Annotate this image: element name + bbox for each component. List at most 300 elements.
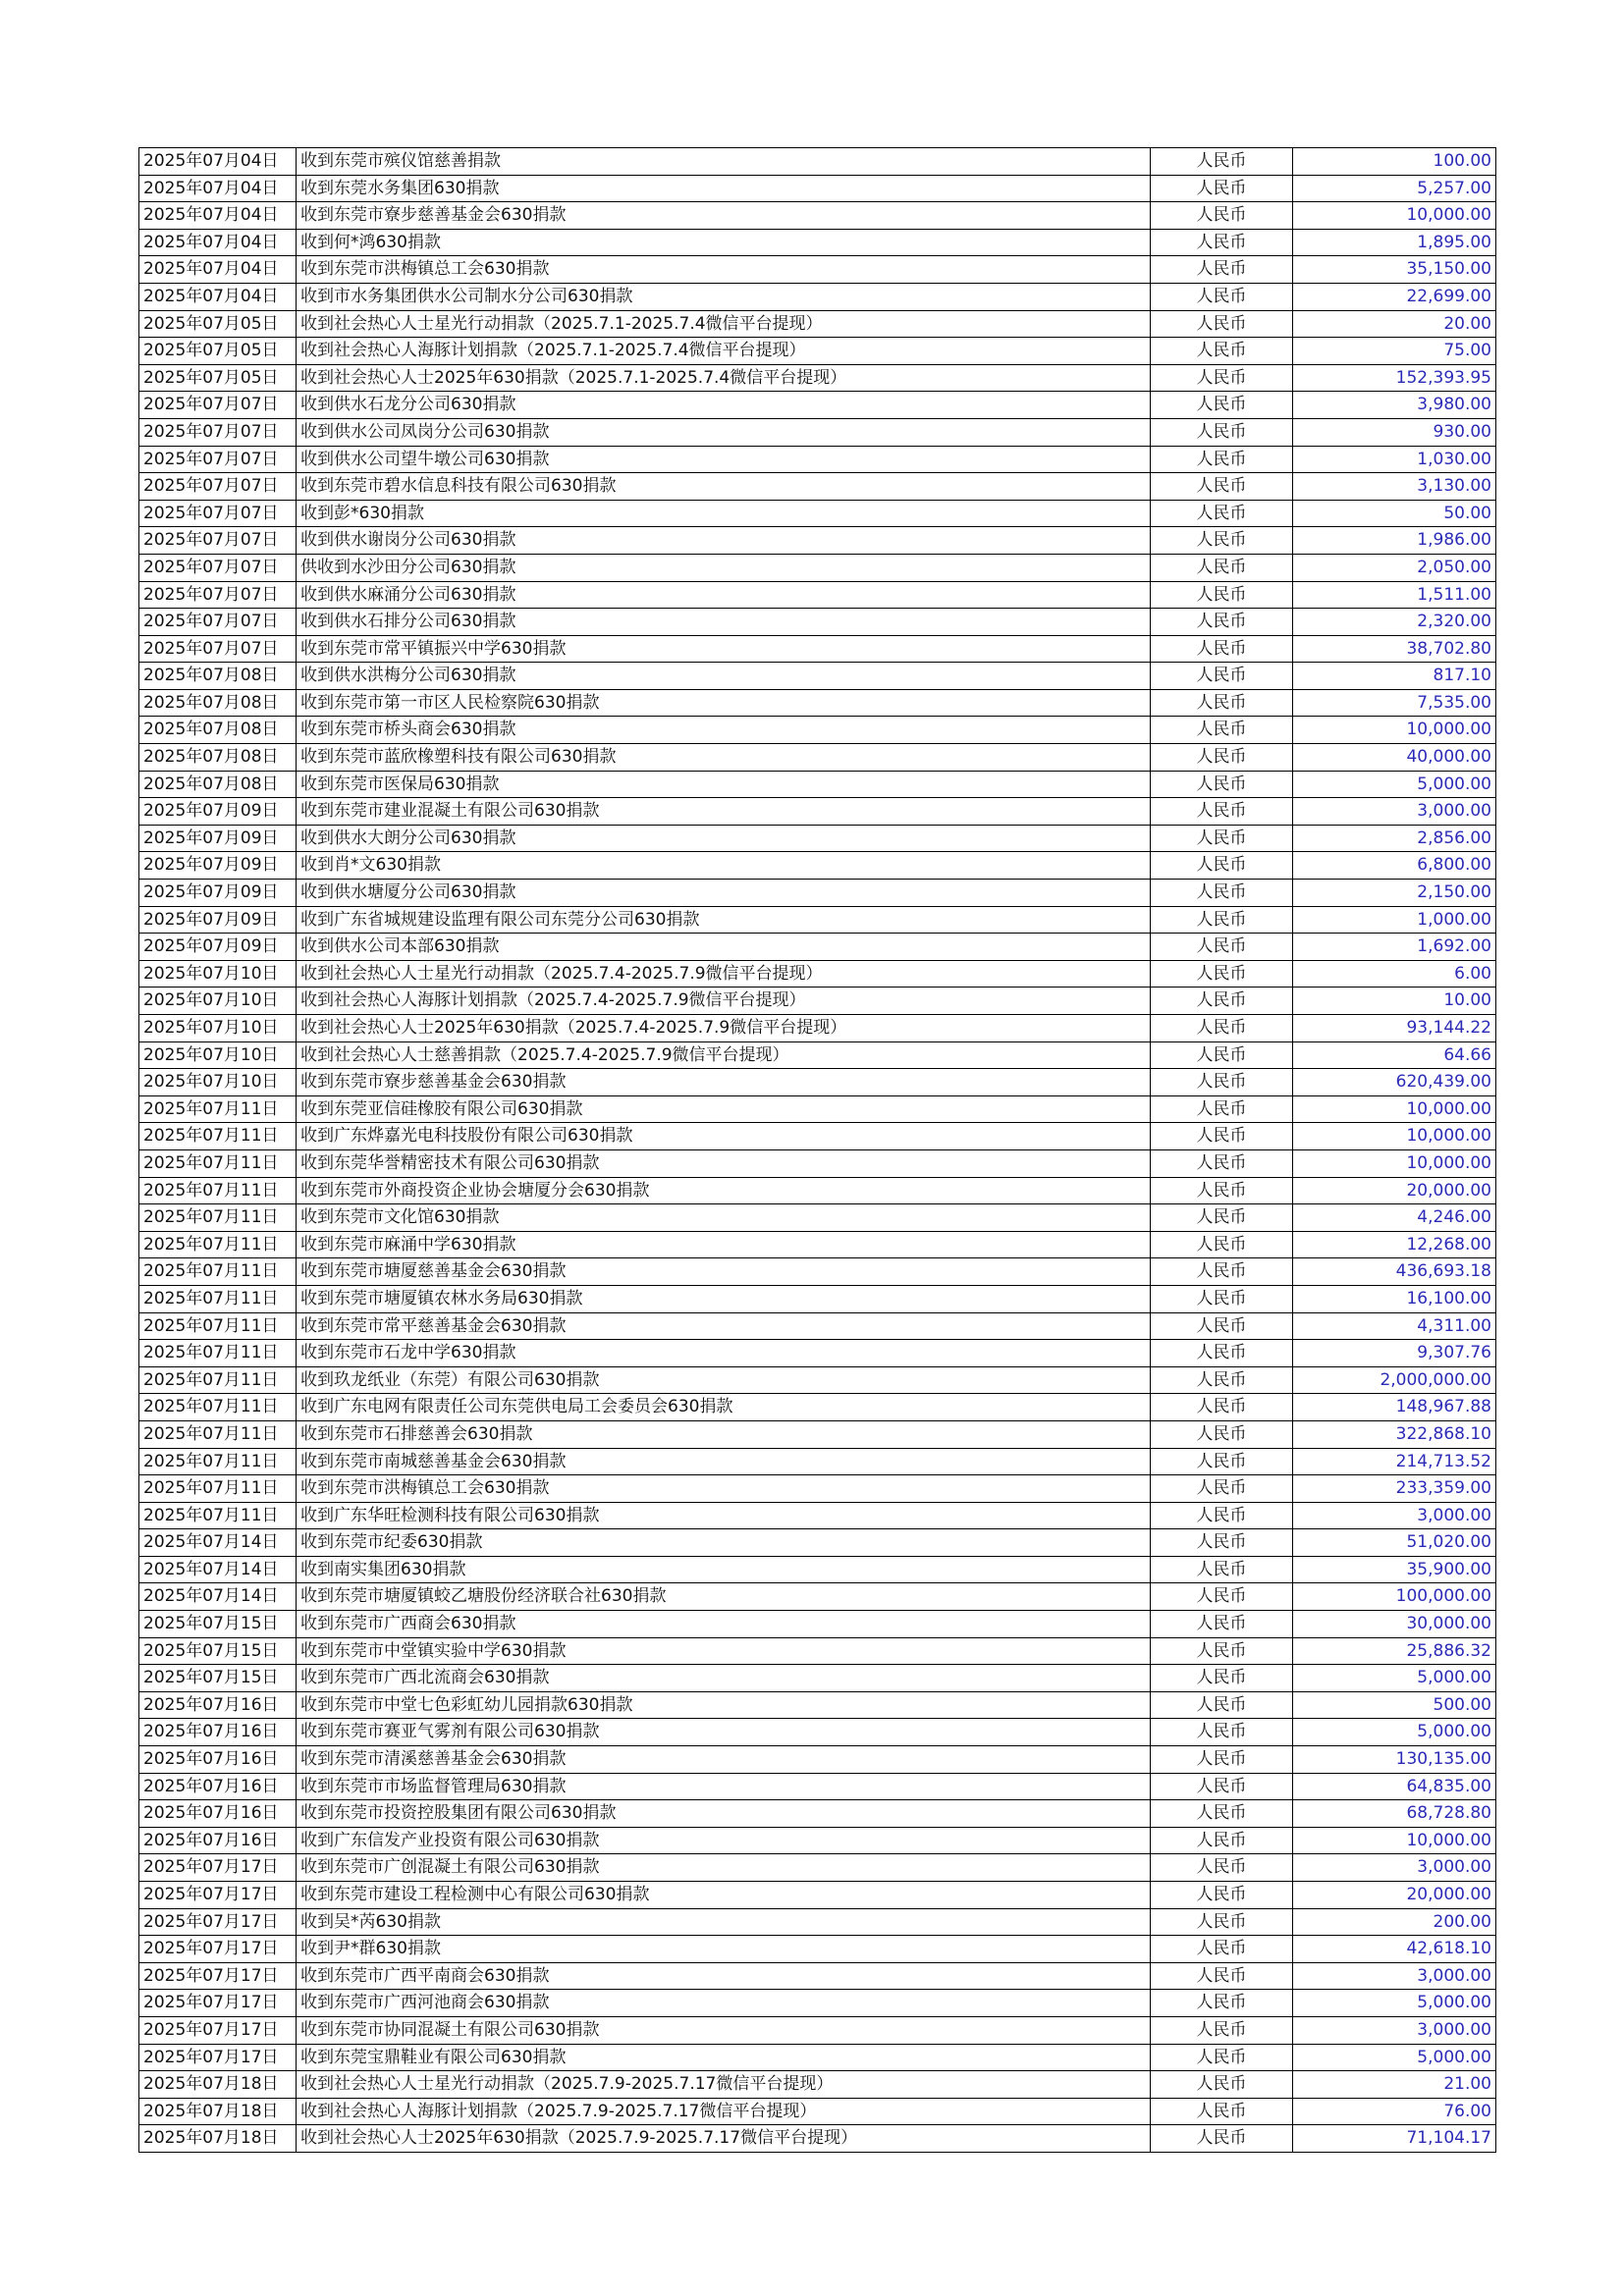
currency-cell: 人民币 [1151, 1827, 1293, 1854]
table-row [139, 1231, 1496, 1258]
description-cell: 收到东莞市寮步慈善基金会630捐款 [297, 202, 1151, 230]
amount-cell: 100,000.00 [1293, 1583, 1496, 1611]
amount-cell: 25,886.32 [1293, 1637, 1496, 1665]
description-cell: 收到彭*630捐款 [297, 500, 1151, 527]
table-row [139, 1882, 1496, 1909]
description-cell: 收到社会热心人士2025年630捐款（2025.7.9-2025.7.17微信平台提现） [297, 2125, 1151, 2153]
description-cell: 收到供水公司凤岗分公司630捐款 [297, 418, 1151, 446]
description-cell: 收到东莞市广西商会630捐款 [297, 1611, 1151, 1638]
table-row [139, 1719, 1496, 1746]
amount-cell: 16,100.00 [1293, 1285, 1496, 1312]
description-cell: 收到东莞市清溪慈善基金会630捐款 [297, 1746, 1151, 1774]
currency-cell: 人民币 [1151, 418, 1293, 446]
currency-cell: 人民币 [1151, 1637, 1293, 1665]
currency-cell: 人民币 [1151, 175, 1293, 202]
amount-cell: 10,000.00 [1293, 1095, 1496, 1123]
amount-cell: 75.00 [1293, 338, 1496, 365]
currency-cell: 人民币 [1151, 2098, 1293, 2125]
description-cell: 收到供水麻涌分公司630捐款 [297, 581, 1151, 609]
date-cell: 2025年07月16日 [139, 1719, 297, 1746]
description-cell: 收到广东省城规建设监理有限公司东莞分公司630捐款 [297, 906, 1151, 934]
date-cell: 2025年07月11日 [139, 1177, 297, 1204]
table-row [139, 148, 1496, 176]
date-cell: 2025年07月05日 [139, 364, 297, 392]
amount-cell: 3,000.00 [1293, 2016, 1496, 2044]
currency-cell: 人民币 [1151, 2044, 1293, 2071]
currency-cell: 人民币 [1151, 1773, 1293, 1800]
description-cell: 收到广东电网有限责任公司东莞供电局工会委员会630捐款 [297, 1394, 1151, 1421]
date-cell: 2025年07月08日 [139, 689, 297, 717]
currency-cell: 人民币 [1151, 798, 1293, 826]
currency-cell: 人民币 [1151, 988, 1293, 1015]
date-cell: 2025年07月11日 [139, 1258, 297, 1286]
date-cell: 2025年07月09日 [139, 852, 297, 880]
date-cell: 2025年07月14日 [139, 1529, 297, 1557]
amount-cell: 35,150.00 [1293, 256, 1496, 284]
currency-cell: 人民币 [1151, 906, 1293, 934]
currency-cell: 人民币 [1151, 1095, 1293, 1123]
date-cell: 2025年07月11日 [139, 1231, 297, 1258]
amount-cell: 2,050.00 [1293, 554, 1496, 581]
currency-cell: 人民币 [1151, 148, 1293, 176]
table-row [139, 1366, 1496, 1394]
table-row [139, 1773, 1496, 1800]
amount-cell: 6,800.00 [1293, 852, 1496, 880]
table-row [139, 960, 1496, 988]
description-cell: 供收到水沙田分公司630捐款 [297, 554, 1151, 581]
date-cell: 2025年07月07日 [139, 500, 297, 527]
currency-cell: 人民币 [1151, 717, 1293, 744]
amount-cell: 93,144.22 [1293, 1015, 1496, 1042]
currency-cell: 人民币 [1151, 689, 1293, 717]
description-cell: 收到南实集团630捐款 [297, 1556, 1151, 1583]
description-cell: 收到广东烨嘉光电科技股份有限公司630捐款 [297, 1123, 1151, 1150]
table-row [139, 418, 1496, 446]
table-row [139, 1095, 1496, 1123]
table-row [139, 2071, 1496, 2099]
table-row [139, 1746, 1496, 1774]
currency-cell: 人民币 [1151, 256, 1293, 284]
date-cell: 2025年07月11日 [139, 1149, 297, 1177]
currency-cell: 人民币 [1151, 1123, 1293, 1150]
description-cell: 收到东莞市中堂七色彩虹幼儿园捐款630捐款 [297, 1691, 1151, 1719]
date-cell: 2025年07月11日 [139, 1340, 297, 1367]
description-cell: 收到东莞市塘厦慈善基金会630捐款 [297, 1258, 1151, 1286]
description-cell: 收到东莞市中堂镇实验中学630捐款 [297, 1637, 1151, 1665]
table-row [139, 229, 1496, 256]
amount-cell: 9,307.76 [1293, 1340, 1496, 1367]
date-cell: 2025年07月11日 [139, 1502, 297, 1529]
currency-cell: 人民币 [1151, 229, 1293, 256]
description-cell: 收到东莞市协同混凝土有限公司630捐款 [297, 2016, 1151, 2044]
amount-cell: 40,000.00 [1293, 744, 1496, 772]
description-cell: 收到吴*芮630捐款 [297, 1908, 1151, 1936]
amount-cell: 2,150.00 [1293, 880, 1496, 907]
date-cell: 2025年07月11日 [139, 1420, 297, 1448]
amount-cell: 130,135.00 [1293, 1746, 1496, 1774]
description-cell: 收到东莞市赛亚气雾剂有限公司630捐款 [297, 1719, 1151, 1746]
description-cell: 收到社会热心人海豚计划捐款（2025.7.4-2025.7.9微信平台提现） [297, 988, 1151, 1015]
date-cell: 2025年07月18日 [139, 2098, 297, 2125]
description-cell: 收到社会热心人士慈善捐款（2025.7.4-2025.7.9微信平台提现） [297, 1041, 1151, 1069]
table-row [139, 609, 1496, 636]
table-row [139, 175, 1496, 202]
amount-cell: 5,000.00 [1293, 1665, 1496, 1692]
date-cell: 2025年07月11日 [139, 1285, 297, 1312]
description-cell: 收到社会热心人士2025年630捐款（2025.7.1-2025.7.4微信平台提现） [297, 364, 1151, 392]
currency-cell: 人民币 [1151, 1719, 1293, 1746]
amount-cell: 64,835.00 [1293, 1773, 1496, 1800]
donation-ledger-table [138, 147, 1496, 2153]
description-cell: 收到社会热心人海豚计划捐款（2025.7.9-2025.7.17微信平台提现） [297, 2098, 1151, 2125]
date-cell: 2025年07月11日 [139, 1312, 297, 1340]
amount-cell: 7,535.00 [1293, 689, 1496, 717]
amount-cell: 6.00 [1293, 960, 1496, 988]
description-cell: 收到社会热心人士星光行动捐款（2025.7.4-2025.7.9微信平台提现） [297, 960, 1151, 988]
description-cell: 收到供水洪梅分公司630捐款 [297, 663, 1151, 690]
amount-cell: 1,986.00 [1293, 527, 1496, 555]
amount-cell: 12,268.00 [1293, 1231, 1496, 1258]
description-cell: 收到东莞市常平慈善基金会630捐款 [297, 1312, 1151, 1340]
date-cell: 2025年07月16日 [139, 1800, 297, 1828]
table-row [139, 1258, 1496, 1286]
description-cell: 收到东莞市第一市区人民检察院630捐款 [297, 689, 1151, 717]
date-cell: 2025年07月07日 [139, 527, 297, 555]
currency-cell: 人民币 [1151, 283, 1293, 310]
amount-cell: 50.00 [1293, 500, 1496, 527]
table-row [139, 1149, 1496, 1177]
description-cell: 收到肖*文630捐款 [297, 852, 1151, 880]
description-cell: 收到东莞市寮步慈善基金会630捐款 [297, 1069, 1151, 1096]
date-cell: 2025年07月07日 [139, 581, 297, 609]
date-cell: 2025年07月16日 [139, 1746, 297, 1774]
amount-cell: 20.00 [1293, 310, 1496, 338]
date-cell: 2025年07月08日 [139, 744, 297, 772]
table-row [139, 1420, 1496, 1448]
table-row [139, 310, 1496, 338]
amount-cell: 20,000.00 [1293, 1882, 1496, 1909]
description-cell: 收到社会热心人海豚计划捐款（2025.7.1-2025.7.4微信平台提现） [297, 338, 1151, 365]
table-row [139, 1448, 1496, 1475]
amount-cell: 64.66 [1293, 1041, 1496, 1069]
description-cell: 收到东莞市文化馆630捐款 [297, 1204, 1151, 1232]
date-cell: 2025年07月16日 [139, 1691, 297, 1719]
description-cell: 收到东莞市建业混凝土有限公司630捐款 [297, 798, 1151, 826]
description-cell: 收到东莞市广西河池商会630捐款 [297, 1990, 1151, 2017]
description-cell: 收到社会热心人士2025年630捐款（2025.7.4-2025.7.9微信平台提现） [297, 1015, 1151, 1042]
amount-cell: 30,000.00 [1293, 1611, 1496, 1638]
table-row [139, 1123, 1496, 1150]
currency-cell: 人民币 [1151, 338, 1293, 365]
table-row [139, 934, 1496, 961]
table-row [139, 2125, 1496, 2153]
date-cell: 2025年07月08日 [139, 717, 297, 744]
description-cell: 收到东莞市石排慈善会630捐款 [297, 1420, 1151, 1448]
description-cell: 收到供水公司望牛墩公司630捐款 [297, 446, 1151, 473]
description-cell: 收到东莞市广创混凝土有限公司630捐款 [297, 1854, 1151, 1882]
currency-cell: 人民币 [1151, 1420, 1293, 1448]
table-row [139, 689, 1496, 717]
currency-cell: 人民币 [1151, 1854, 1293, 1882]
currency-cell: 人民币 [1151, 446, 1293, 473]
description-cell: 收到东莞市石龙中学630捐款 [297, 1340, 1151, 1367]
table-row [139, 1069, 1496, 1096]
table-row [139, 446, 1496, 473]
table-row [139, 527, 1496, 555]
table-row [139, 1015, 1496, 1042]
date-cell: 2025年07月09日 [139, 906, 297, 934]
description-cell: 收到社会热心人士星光行动捐款（2025.7.9-2025.7.17微信平台提现） [297, 2071, 1151, 2099]
date-cell: 2025年07月04日 [139, 256, 297, 284]
table-row [139, 1583, 1496, 1611]
currency-cell: 人民币 [1151, 1149, 1293, 1177]
date-cell: 2025年07月08日 [139, 663, 297, 690]
amount-cell: 5,000.00 [1293, 771, 1496, 798]
currency-cell: 人民币 [1151, 1556, 1293, 1583]
table-row [139, 283, 1496, 310]
description-cell: 收到广东信发产业投资有限公司630捐款 [297, 1827, 1151, 1854]
table-row [139, 1908, 1496, 1936]
table-row [139, 798, 1496, 826]
table-row [139, 1990, 1496, 2017]
table-row [139, 1312, 1496, 1340]
amount-cell: 3,000.00 [1293, 1854, 1496, 1882]
description-cell: 收到东莞市桥头商会630捐款 [297, 717, 1151, 744]
amount-cell: 500.00 [1293, 1691, 1496, 1719]
currency-cell: 人民币 [1151, 1529, 1293, 1557]
currency-cell: 人民币 [1151, 1015, 1293, 1042]
currency-cell: 人民币 [1151, 1583, 1293, 1611]
date-cell: 2025年07月15日 [139, 1637, 297, 1665]
description-cell: 收到东莞市碧水信息科技有限公司630捐款 [297, 473, 1151, 501]
amount-cell: 1,511.00 [1293, 581, 1496, 609]
amount-cell: 4,246.00 [1293, 1204, 1496, 1232]
date-cell: 2025年07月17日 [139, 1908, 297, 1936]
currency-cell: 人民币 [1151, 554, 1293, 581]
date-cell: 2025年07月07日 [139, 446, 297, 473]
date-cell: 2025年07月11日 [139, 1475, 297, 1503]
date-cell: 2025年07月04日 [139, 202, 297, 230]
table-row [139, 1800, 1496, 1828]
amount-cell: 5,000.00 [1293, 1719, 1496, 1746]
currency-cell: 人民币 [1151, 1611, 1293, 1638]
amount-cell: 10,000.00 [1293, 1149, 1496, 1177]
date-cell: 2025年07月15日 [139, 1611, 297, 1638]
currency-cell: 人民币 [1151, 1908, 1293, 1936]
table-row [139, 988, 1496, 1015]
amount-cell: 100.00 [1293, 148, 1496, 176]
table-row [139, 256, 1496, 284]
date-cell: 2025年07月04日 [139, 283, 297, 310]
description-cell: 收到供水石排分公司630捐款 [297, 609, 1151, 636]
description-cell: 收到东莞水务集团630捐款 [297, 175, 1151, 202]
description-cell: 收到东莞市洪梅镇总工会630捐款 [297, 256, 1151, 284]
amount-cell: 10.00 [1293, 988, 1496, 1015]
amount-cell: 2,856.00 [1293, 825, 1496, 852]
table-row [139, 1556, 1496, 1583]
description-cell: 收到东莞市市场监督管理局630捐款 [297, 1773, 1151, 1800]
currency-cell: 人民币 [1151, 1177, 1293, 1204]
currency-cell: 人民币 [1151, 581, 1293, 609]
description-cell: 收到东莞市塘厦镇农林水务局630捐款 [297, 1285, 1151, 1312]
description-cell: 收到尹*群630捐款 [297, 1936, 1151, 1963]
description-cell: 收到社会热心人士星光行动捐款（2025.7.1-2025.7.4微信平台提现） [297, 310, 1151, 338]
table-row [139, 1177, 1496, 1204]
amount-cell: 76.00 [1293, 2098, 1496, 2125]
amount-cell: 930.00 [1293, 418, 1496, 446]
description-cell: 收到东莞市殡仪馆慈善捐款 [297, 148, 1151, 176]
table-row [139, 1340, 1496, 1367]
currency-cell: 人民币 [1151, 473, 1293, 501]
amount-cell: 3,000.00 [1293, 798, 1496, 826]
table-row [139, 338, 1496, 365]
table-row [139, 1611, 1496, 1638]
currency-cell: 人民币 [1151, 934, 1293, 961]
date-cell: 2025年07月11日 [139, 1394, 297, 1421]
table-row [139, 1204, 1496, 1232]
amount-cell: 10,000.00 [1293, 717, 1496, 744]
description-cell: 收到玖龙纸业（东莞）有限公司630捐款 [297, 1366, 1151, 1394]
table-row [139, 1475, 1496, 1503]
amount-cell: 2,320.00 [1293, 609, 1496, 636]
date-cell: 2025年07月09日 [139, 934, 297, 961]
description-cell: 收到东莞市麻涌中学630捐款 [297, 1231, 1151, 1258]
table-row [139, 1962, 1496, 1990]
date-cell: 2025年07月10日 [139, 1015, 297, 1042]
currency-cell: 人民币 [1151, 364, 1293, 392]
amount-cell: 5,257.00 [1293, 175, 1496, 202]
date-cell: 2025年07月16日 [139, 1773, 297, 1800]
date-cell: 2025年07月11日 [139, 1204, 297, 1232]
date-cell: 2025年07月17日 [139, 1990, 297, 2017]
currency-cell: 人民币 [1151, 2125, 1293, 2153]
date-cell: 2025年07月10日 [139, 1069, 297, 1096]
date-cell: 2025年07月07日 [139, 635, 297, 663]
currency-cell: 人民币 [1151, 1041, 1293, 1069]
date-cell: 2025年07月10日 [139, 1041, 297, 1069]
date-cell: 2025年07月09日 [139, 798, 297, 826]
description-cell: 收到市水务集团供水公司制水分公司630捐款 [297, 283, 1151, 310]
amount-cell: 620,439.00 [1293, 1069, 1496, 1096]
description-cell: 收到东莞市医保局630捐款 [297, 771, 1151, 798]
ledger-body [139, 148, 1496, 2153]
table-row [139, 1502, 1496, 1529]
date-cell: 2025年07月07日 [139, 473, 297, 501]
currency-cell: 人民币 [1151, 500, 1293, 527]
date-cell: 2025年07月11日 [139, 1366, 297, 1394]
table-row [139, 906, 1496, 934]
currency-cell: 人民币 [1151, 1475, 1293, 1503]
amount-cell: 322,868.10 [1293, 1420, 1496, 1448]
amount-cell: 3,000.00 [1293, 1502, 1496, 1529]
amount-cell: 21.00 [1293, 2071, 1496, 2099]
date-cell: 2025年07月11日 [139, 1448, 297, 1475]
date-cell: 2025年07月07日 [139, 554, 297, 581]
currency-cell: 人民币 [1151, 1962, 1293, 1990]
currency-cell: 人民币 [1151, 1312, 1293, 1340]
currency-cell: 人民币 [1151, 1231, 1293, 1258]
description-cell: 收到东莞市常平镇振兴中学630捐款 [297, 635, 1151, 663]
currency-cell: 人民币 [1151, 1340, 1293, 1367]
table-row [139, 1827, 1496, 1854]
amount-cell: 1,030.00 [1293, 446, 1496, 473]
table-row [139, 1854, 1496, 1882]
date-cell: 2025年07月18日 [139, 2071, 297, 2099]
amount-cell: 2,000,000.00 [1293, 1366, 1496, 1394]
description-cell: 收到东莞宝鼎鞋业有限公司630捐款 [297, 2044, 1151, 2071]
amount-cell: 51,020.00 [1293, 1529, 1496, 1557]
table-row [139, 717, 1496, 744]
table-row [139, 880, 1496, 907]
amount-cell: 5,000.00 [1293, 2044, 1496, 2071]
amount-cell: 1,000.00 [1293, 906, 1496, 934]
amount-cell: 148,967.88 [1293, 1394, 1496, 1421]
currency-cell: 人民币 [1151, 825, 1293, 852]
date-cell: 2025年07月16日 [139, 1827, 297, 1854]
currency-cell: 人民币 [1151, 1394, 1293, 1421]
description-cell: 收到广东华旺检测科技有限公司630捐款 [297, 1502, 1151, 1529]
date-cell: 2025年07月10日 [139, 960, 297, 988]
currency-cell: 人民币 [1151, 960, 1293, 988]
description-cell: 收到供水石龙分公司630捐款 [297, 392, 1151, 419]
date-cell: 2025年07月04日 [139, 175, 297, 202]
amount-cell: 42,618.10 [1293, 1936, 1496, 1963]
date-cell: 2025年07月09日 [139, 825, 297, 852]
amount-cell: 3,000.00 [1293, 1962, 1496, 1990]
description-cell: 收到东莞市洪梅镇总工会630捐款 [297, 1475, 1151, 1503]
currency-cell: 人民币 [1151, 1448, 1293, 1475]
description-cell: 收到东莞市投资控股集团有限公司630捐款 [297, 1800, 1151, 1828]
amount-cell: 3,130.00 [1293, 473, 1496, 501]
currency-cell: 人民币 [1151, 1204, 1293, 1232]
table-row [139, 852, 1496, 880]
table-row [139, 1691, 1496, 1719]
currency-cell: 人民币 [1151, 1746, 1293, 1774]
date-cell: 2025年07月11日 [139, 1123, 297, 1150]
description-cell: 收到东莞市南城慈善基金会630捐款 [297, 1448, 1151, 1475]
table-row [139, 2016, 1496, 2044]
date-cell: 2025年07月17日 [139, 2016, 297, 2044]
currency-cell: 人民币 [1151, 1502, 1293, 1529]
table-row [139, 554, 1496, 581]
table-row [139, 581, 1496, 609]
table-row [139, 825, 1496, 852]
currency-cell: 人民币 [1151, 202, 1293, 230]
amount-cell: 233,359.00 [1293, 1475, 1496, 1503]
description-cell: 收到供水谢岗分公司630捐款 [297, 527, 1151, 555]
table-row [139, 1285, 1496, 1312]
amount-cell: 3,980.00 [1293, 392, 1496, 419]
table-row [139, 364, 1496, 392]
currency-cell: 人民币 [1151, 663, 1293, 690]
date-cell: 2025年07月15日 [139, 1665, 297, 1692]
date-cell: 2025年07月14日 [139, 1556, 297, 1583]
table-row [139, 500, 1496, 527]
date-cell: 2025年07月17日 [139, 1936, 297, 1963]
amount-cell: 152,393.95 [1293, 364, 1496, 392]
amount-cell: 20,000.00 [1293, 1177, 1496, 1204]
amount-cell: 200.00 [1293, 1908, 1496, 1936]
currency-cell: 人民币 [1151, 1936, 1293, 1963]
description-cell: 收到东莞市建设工程检测中心有限公司630捐款 [297, 1882, 1151, 1909]
currency-cell: 人民币 [1151, 2016, 1293, 2044]
date-cell: 2025年07月04日 [139, 229, 297, 256]
table-row [139, 1637, 1496, 1665]
amount-cell: 38,702.80 [1293, 635, 1496, 663]
currency-cell: 人民币 [1151, 310, 1293, 338]
description-cell: 收到东莞市纪委630捐款 [297, 1529, 1151, 1557]
description-cell: 收到东莞亚信硅橡胶有限公司630捐款 [297, 1095, 1151, 1123]
